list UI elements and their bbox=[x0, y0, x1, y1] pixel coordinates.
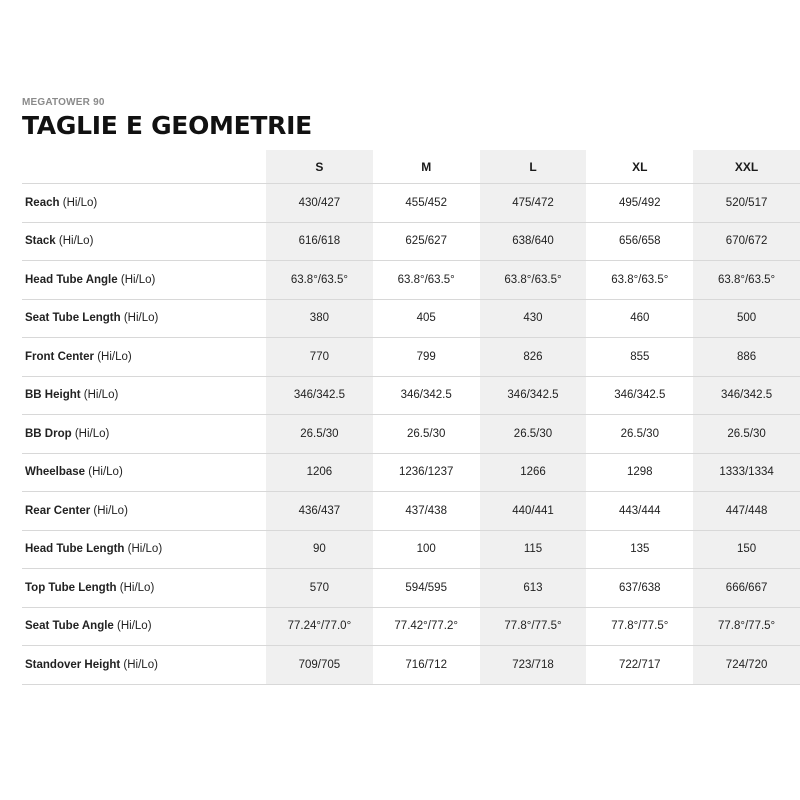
row-label-name: Head Tube Angle bbox=[25, 273, 118, 286]
table-cell: 770 bbox=[266, 338, 373, 377]
row-label-suffix: (Hi/Lo) bbox=[123, 658, 158, 671]
size-header-m: M bbox=[373, 150, 480, 184]
row-label-suffix: (Hi/Lo) bbox=[120, 273, 156, 286]
row-label bbox=[22, 492, 266, 531]
size-header-xxl: XXL bbox=[693, 150, 800, 184]
row-label-suffix: (Hi/Lo) bbox=[88, 466, 123, 479]
table-cell: 430/427 bbox=[266, 184, 373, 223]
table-cell: 826 bbox=[480, 338, 587, 377]
table-cell: 77.24°/77.0° bbox=[266, 607, 373, 646]
table-cell: 447/448 bbox=[693, 492, 800, 531]
table-cell: 77.8°/77.5° bbox=[586, 607, 693, 646]
table-cell: 455/452 bbox=[373, 184, 480, 223]
row-label bbox=[22, 261, 266, 300]
row-label-suffix: (Hi/Lo) bbox=[93, 504, 128, 517]
table-cell: 346/342.5 bbox=[693, 376, 800, 415]
table-cell: 670/672 bbox=[693, 222, 800, 261]
table-cell: 115 bbox=[480, 530, 587, 569]
row-label-suffix: (Hi/Lo) bbox=[127, 543, 163, 556]
table-cell: 90 bbox=[266, 530, 373, 569]
table-row bbox=[22, 530, 800, 569]
size-header-s: S bbox=[266, 150, 373, 184]
row-label-name: Front Center bbox=[25, 350, 94, 363]
table-row bbox=[22, 184, 800, 223]
table-cell: 63.8°/63.5° bbox=[586, 261, 693, 300]
row-label bbox=[22, 299, 266, 338]
table-cell: 346/342.5 bbox=[266, 376, 373, 415]
table-header-row bbox=[22, 150, 800, 184]
row-label-name: BB Height bbox=[25, 389, 81, 402]
table-cell: 500 bbox=[693, 299, 800, 338]
row-label bbox=[22, 646, 266, 685]
table-cell: 638/640 bbox=[480, 222, 587, 261]
table-cell: 723/718 bbox=[480, 646, 587, 685]
table-cell: 443/444 bbox=[586, 492, 693, 531]
table-cell: 570 bbox=[266, 569, 373, 608]
table-row bbox=[22, 569, 800, 608]
table-cell: 430 bbox=[480, 299, 587, 338]
table-cell: 520/517 bbox=[693, 184, 800, 223]
row-label bbox=[22, 222, 266, 261]
row-label-suffix: (Hi/Lo) bbox=[119, 581, 155, 594]
table-cell: 1206 bbox=[266, 453, 373, 492]
row-label bbox=[22, 530, 266, 569]
table-cell: 1266 bbox=[480, 453, 587, 492]
row-label-name: Top Tube Length bbox=[25, 581, 117, 594]
table-row bbox=[22, 376, 800, 415]
table-cell: 495/492 bbox=[586, 184, 693, 223]
row-label-name: Seat Tube Length bbox=[25, 312, 121, 325]
table-cell: 625/627 bbox=[373, 222, 480, 261]
table-cell: 77.8°/77.5° bbox=[693, 607, 800, 646]
row-label-name: Reach bbox=[25, 196, 60, 209]
row-label-name: Stack bbox=[25, 235, 56, 248]
table-cell: 100 bbox=[373, 530, 480, 569]
table-cell: 1333/1334 bbox=[693, 453, 800, 492]
row-label-name: Standover Height bbox=[25, 658, 121, 671]
table-cell: 77.8°/77.5° bbox=[480, 607, 587, 646]
table-cell: 440/441 bbox=[480, 492, 587, 531]
table-cell: 722/717 bbox=[586, 646, 693, 685]
table-row bbox=[22, 222, 800, 261]
page-title: TAGLIE E GEOMETRIE bbox=[22, 111, 312, 140]
size-header-l: L bbox=[480, 150, 587, 184]
geometry-section bbox=[22, 96, 790, 685]
table-cell: 63.8°/63.5° bbox=[480, 261, 587, 300]
row-label bbox=[22, 569, 266, 608]
table-cell: 460 bbox=[586, 299, 693, 338]
table-cell: 26.5/30 bbox=[266, 415, 373, 454]
table-cell: 716/712 bbox=[373, 646, 480, 685]
table-cell: 886 bbox=[693, 338, 800, 377]
table-cell: 346/342.5 bbox=[586, 376, 693, 415]
table-cell: 637/638 bbox=[586, 569, 693, 608]
table-body bbox=[22, 184, 800, 685]
size-header-xl: XL bbox=[586, 150, 693, 184]
row-label-name: Wheelbase bbox=[25, 466, 86, 479]
table-cell: 1236/1237 bbox=[373, 453, 480, 492]
table-cell: 855 bbox=[586, 338, 693, 377]
table-cell: 709/705 bbox=[266, 646, 373, 685]
table-row bbox=[22, 646, 800, 685]
table-cell: 656/658 bbox=[586, 222, 693, 261]
model-name: MEGATOWER 90 bbox=[22, 97, 105, 108]
table-cell: 616/618 bbox=[266, 222, 373, 261]
row-label-suffix: (Hi/Lo) bbox=[83, 389, 119, 402]
table-cell: 150 bbox=[693, 530, 800, 569]
table-cell: 77.42°/77.2° bbox=[373, 607, 480, 646]
row-label bbox=[22, 607, 266, 646]
row-label-suffix: (Hi/Lo) bbox=[123, 312, 159, 325]
row-label-suffix: (Hi/Lo) bbox=[97, 350, 132, 363]
row-label-suffix: (Hi/Lo) bbox=[117, 620, 152, 633]
table-header-blank bbox=[22, 150, 266, 184]
row-label-suffix: (Hi/Lo) bbox=[62, 196, 98, 209]
row-label bbox=[22, 415, 266, 454]
row-label bbox=[22, 338, 266, 377]
table-cell: 63.8°/63.5° bbox=[373, 261, 480, 300]
row-label-name: Seat Tube Angle bbox=[25, 620, 114, 633]
table-cell: 63.8°/63.5° bbox=[693, 261, 800, 300]
row-label-name: Rear Center bbox=[25, 504, 91, 517]
table-cell: 26.5/30 bbox=[693, 415, 800, 454]
table-row bbox=[22, 261, 800, 300]
table-cell: 346/342.5 bbox=[373, 376, 480, 415]
row-label-suffix: (Hi/Lo) bbox=[58, 235, 94, 248]
table-cell: 26.5/30 bbox=[373, 415, 480, 454]
table-cell: 437/438 bbox=[373, 492, 480, 531]
table-cell: 436/437 bbox=[266, 492, 373, 531]
table-cell: 26.5/30 bbox=[480, 415, 587, 454]
table-cell: 135 bbox=[586, 530, 693, 569]
table-row bbox=[22, 299, 800, 338]
table-cell: 594/595 bbox=[373, 569, 480, 608]
table-cell: 666/667 bbox=[693, 569, 800, 608]
table-cell: 405 bbox=[373, 299, 480, 338]
table-cell: 1298 bbox=[586, 453, 693, 492]
table-cell: 799 bbox=[373, 338, 480, 377]
table-row bbox=[22, 492, 800, 531]
table-cell: 475/472 bbox=[480, 184, 587, 223]
row-label-name: Head Tube Length bbox=[25, 543, 125, 556]
table-row bbox=[22, 453, 800, 492]
table-row bbox=[22, 338, 800, 377]
geometry-table bbox=[22, 150, 800, 685]
table-row bbox=[22, 607, 800, 646]
table-cell: 613 bbox=[480, 569, 587, 608]
table-cell: 26.5/30 bbox=[586, 415, 693, 454]
row-label-suffix: (Hi/Lo) bbox=[74, 427, 110, 440]
row-label bbox=[22, 453, 266, 492]
table-row bbox=[22, 415, 800, 454]
row-label bbox=[22, 184, 266, 223]
table-cell: 380 bbox=[266, 299, 373, 338]
table-cell: 63.8°/63.5° bbox=[266, 261, 373, 300]
table-cell: 724/720 bbox=[693, 646, 800, 685]
row-label-name: BB Drop bbox=[25, 427, 72, 440]
row-label bbox=[22, 376, 266, 415]
table-cell: 346/342.5 bbox=[480, 376, 587, 415]
